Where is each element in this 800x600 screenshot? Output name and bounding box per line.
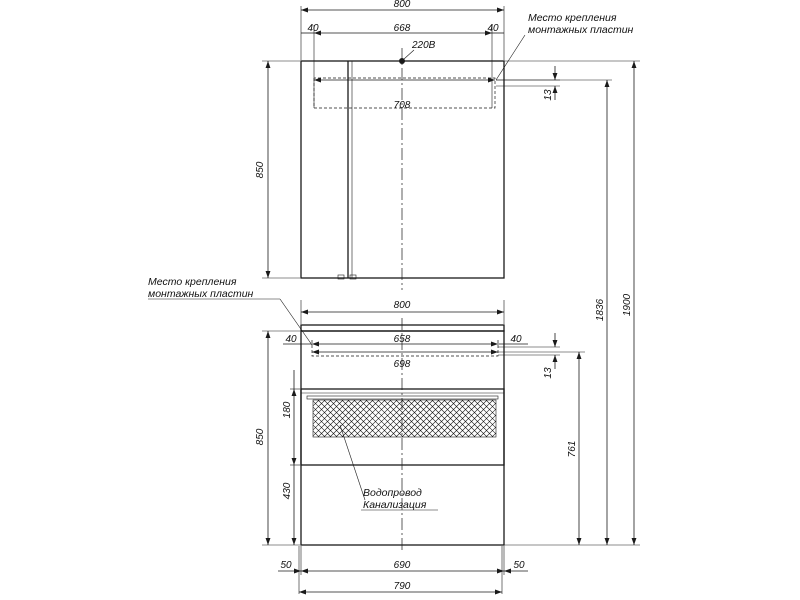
hatch-line (510, 400, 547, 437)
vanity-countertop (301, 325, 504, 331)
cabinet-left-offset: 40 (307, 23, 319, 34)
bottom-inner-span: 690 (393, 560, 411, 571)
hatch-line (528, 400, 565, 437)
vanity-mount-span: 698 (393, 359, 411, 370)
cabinet-right-offset: 40 (487, 23, 499, 34)
hatch-line (516, 400, 553, 437)
cabinet-inner-span: 668 (393, 23, 411, 34)
overall-height-dimensions (496, 61, 640, 545)
vanity-mount-note-line1: Место крепления (148, 276, 237, 288)
vanity-unit (276, 318, 565, 550)
vanity-inner-span: 658 (393, 334, 411, 345)
cabinet-mount-note-line2: монтажных пластин (528, 24, 634, 36)
vanity-drawer-height: 180 (282, 401, 293, 419)
vanity-lower-height: 430 (282, 482, 293, 500)
vanity-height: 850 (255, 428, 266, 446)
vanity-width-total: 800 (393, 300, 411, 311)
hatch-line (510, 400, 547, 437)
vanity-drawer-handle (307, 396, 498, 399)
hatch-line (492, 400, 529, 437)
cabinet-width-dimensions (301, 0, 504, 111)
cabinet-height: 850 (255, 161, 266, 179)
bottom-total: 790 (393, 581, 411, 592)
vanity-height-dimensions (255, 331, 300, 545)
overall-height-total: 1900 (622, 293, 633, 317)
plumbing-line1: Водопровод (363, 487, 422, 499)
cabinet-body (301, 61, 504, 278)
vanity-width-dimensions (283, 300, 528, 370)
cabinet-mount-note (496, 12, 634, 80)
power-label: 220В (412, 40, 436, 51)
hatch-line (504, 400, 541, 437)
bottom-right-offset: 50 (513, 560, 525, 571)
plumbing-cutout-hatch (276, 400, 565, 437)
hatch-line (504, 400, 541, 437)
cabinet-mount-height-dimension (496, 66, 560, 101)
hatch-line (516, 400, 553, 437)
cabinet-width-total: 800 (393, 0, 411, 10)
vanity-bottom-dimensions (278, 546, 528, 594)
vanity-left-offset: 40 (285, 334, 297, 345)
vanity-mount-note-line2: монтажных пластин (148, 288, 254, 300)
plumbing-line2: Канализация (363, 499, 427, 511)
hatch-line (522, 400, 559, 437)
hatch-line (492, 400, 529, 437)
vanity-floor-dimension (498, 352, 640, 545)
vanity-mount-height-dimension (498, 333, 560, 379)
plumbing-note (340, 425, 438, 511)
hatch-line (528, 400, 565, 437)
bottom-left-offset: 50 (280, 560, 292, 571)
hatch-line (522, 400, 559, 437)
vanity-right-offset: 40 (510, 334, 522, 345)
cabinet-mount-height: 13 (543, 89, 554, 101)
cabinet-mount-span: 708 (393, 100, 411, 111)
overall-height-to-mount: 1836 (595, 298, 606, 322)
cabinet-height-dimension (255, 61, 300, 278)
mirror-cabinet (301, 48, 504, 290)
vanity-mount-height: 13 (543, 367, 554, 379)
vanity-from-floor: 761 (567, 440, 578, 458)
cabinet-mount-note-line1: Место крепления (528, 12, 617, 24)
